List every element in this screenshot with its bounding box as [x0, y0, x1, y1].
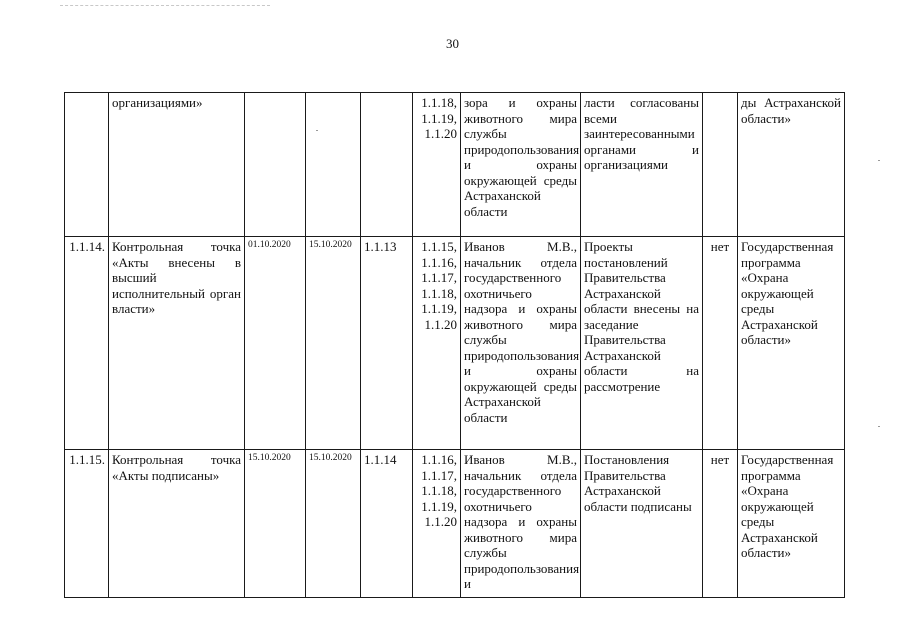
- table-row: [65, 237, 845, 450]
- cell-responsible: Иванов М.В., начальник отдела государственного охотничьего надзора и охраны животного мира службы природопользования и охраны окружающей среды Астраханской области: [461, 237, 581, 450]
- cell-program: Государственная программа «Охрана окружающей среды Астраханской области»: [738, 237, 845, 450]
- cell-title: организациями»: [109, 93, 245, 237]
- cell-predecessor: [361, 93, 413, 237]
- cell-start-date: 15.10.2020: [245, 450, 306, 598]
- cell-title: Контрольная точка «Акты подписаны»: [109, 450, 245, 598]
- table-row: [65, 93, 845, 237]
- scan-speck: [878, 426, 880, 427]
- cell-start-date: [245, 93, 306, 237]
- cell-result: Проекты постановлений Правительства Астраханской области внесены на заседание Правительства Астраханской области на рассмотрение: [581, 237, 703, 450]
- cell-result: ласти согласованы всеми заинтересованными органами и организациями: [581, 93, 703, 237]
- cell-predecessor: 1.1.14: [361, 450, 413, 598]
- cell-successors: 1.1.18, 1.1.19, 1.1.20: [413, 93, 461, 237]
- cell-risk: нет: [703, 237, 738, 450]
- cell-number: 1.1.15.: [65, 450, 109, 598]
- scan-speck: [316, 130, 318, 131]
- cell-title: Контрольная точка «Акты внесены в высший исполнительный орган власти»: [109, 237, 245, 450]
- cell-start-date: 01.10.2020: [245, 237, 306, 450]
- cell-end-date: 15.10.2020: [306, 450, 361, 598]
- scan-speck: [878, 160, 880, 161]
- cell-program: Государственная программа «Охрана окружающей среды Астраханской области»: [738, 450, 845, 598]
- cell-risk: [703, 93, 738, 237]
- cell-number: 1.1.14.: [65, 237, 109, 450]
- cell-successors: 1.1.15, 1.1.16, 1.1.17, 1.1.18, 1.1.19, 1.1.20: [413, 237, 461, 450]
- cell-predecessor: 1.1.13: [361, 237, 413, 450]
- cell-successors: 1.1.16, 1.1.17, 1.1.18, 1.1.19, 1.1.20: [413, 450, 461, 598]
- scan-artifact-line: [60, 5, 270, 6]
- cell-end-date: 15.10.2020: [306, 237, 361, 450]
- table-row: [65, 450, 845, 598]
- cell-program: ды Астраханской области»: [738, 93, 845, 237]
- cell-responsible: Иванов М.В., начальник отдела государственного охотничьего надзора и охраны животного мира службы природопользования и: [461, 450, 581, 598]
- cell-number: [65, 93, 109, 237]
- cell-end-date: [306, 93, 361, 237]
- cell-risk: нет: [703, 450, 738, 598]
- plan-table: [64, 92, 845, 598]
- page-number: 30: [446, 36, 459, 51]
- cell-result: Постановления Правительства Астраханской области подписаны: [581, 450, 703, 598]
- cell-responsible: зора и охраны животного мира службы природопользования и охраны окружающей среды Астраханской области: [461, 93, 581, 237]
